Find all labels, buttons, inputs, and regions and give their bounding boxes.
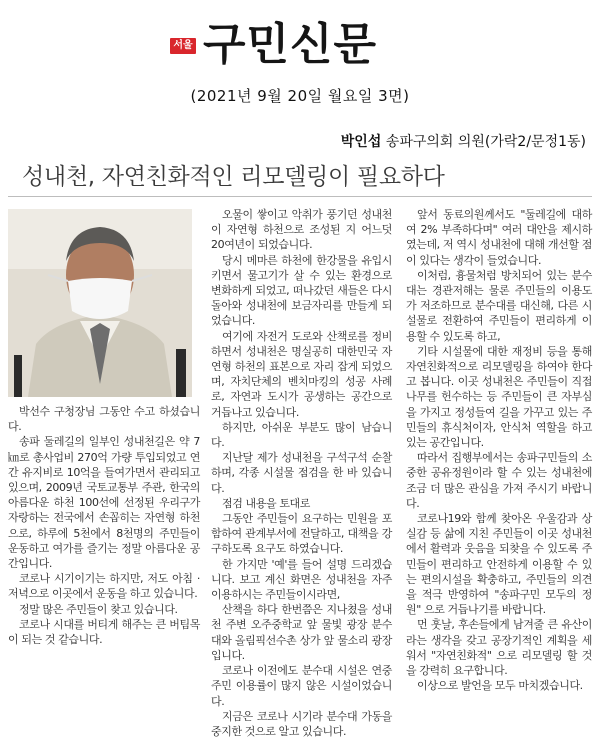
newspaper-name: 구민신문 xyxy=(203,19,378,70)
paragraph: 박선수 구청장님 그동안 수고 하셨습니다. xyxy=(8,405,200,434)
headline-divider xyxy=(8,196,592,197)
paragraph: 코로나 시대를 버티게 해주는 큰 버팀목이 되는 것 같습니다. xyxy=(8,617,200,647)
masthead xyxy=(0,0,600,70)
date-line: (2021년 9월 20일 월요일 3면) xyxy=(190,87,410,105)
paragraph: 코로나 이전에도 분수대 시설은 연중 주민 이용률이 많지 않은 시설이었습니다. xyxy=(211,664,392,708)
paragraph: 송파 둘레길의 일부인 성내천길은 약 7㎞로 총사업비 270억 가량 투입되었고 연간 유지비로 10억을 들여가면서 관리되고 있으며, 2009년 국토교통부 주관, 한국의 아름다운 하천 100선에 선정된 우리구가 자랑하는 전국에서 손꼽히는 자연형 하천으로, 하루에 5천에서 8천명의 주민들이 운동하고 여가를 즐기는 정말 아름다운 공간입니다. xyxy=(8,435,200,571)
author-title: 송파구의회 의원(가락2/문정1동) xyxy=(385,134,586,150)
paragraph: 기타 시설물에 대한 재정비 등을 통해 자연친화적으로 리모델링을 하여야 한다고 봅니다. 이곳 성내천은 주민들이 직접 나무를 헌수하는 등 주민들이 큰 자부심을 가지고 정성들여 길을 가꾸고 있는 주민들의 휴식처이자, 안식처 역할을 하고 있는 공간입니다. xyxy=(406,344,592,450)
person-speaking-with-mask-icon xyxy=(8,209,192,397)
paragraph: 앞서 동료의원께서도 "둘레길에 대하여 2% 부족하다며" 여러 대안을 제시하였는데, 저 역시 성내천에 대해 개선할 점이 있다는 생각이 들었습니다. xyxy=(406,208,592,267)
article-column-1 xyxy=(8,404,200,647)
paragraph: 이상으로 발언을 모두 마치겠습니다. xyxy=(417,679,583,693)
paragraph: 그동안 주민들이 요구하는 민원을 포함하여 관계부서에 전달하고, 대책을 강구하도록 요구도 하였습니다. xyxy=(211,512,392,556)
paragraph: 코로나19와 함께 찾아온 우울감과 상실감 등 삶에 지친 주민들이 이곳 성내천에서 활력과 웃음을 되찾을 수 있도록 주민들이 편리하고 안전하게 이용할 수 있는 편의시설을 확충하고, 주민들의 의견을 적극 반영하여 "송파구민 모두의 정원" 으로 거듭나기를 바랍니다. xyxy=(406,512,592,617)
paragraph: 이처럼, 흉물처럼 방치되어 있는 분수대는 경관저해는 물론 주민들의 이용도가 저조하므로 분수대를 대신해, 다른 시설물로 전환하여 주민들이 편리하게 이용할 수 있도록 하고, xyxy=(406,268,592,343)
paragraph: 한 가지만 '예'를 들어 설명 드리겠습니다. 보고 계신 화면은 성내천을 자주 이용하시는 주민들이시라면, xyxy=(211,557,392,602)
paragraph: 하지만, 아쉬운 부분도 많이 남습니다. xyxy=(211,420,392,450)
paragraph: 코로나 시기이기는 하지만, 저도 아침 · 저녁으로 이곳에서 운동을 하고 있습니다. xyxy=(8,572,200,601)
speaker-photo xyxy=(8,209,192,397)
article-column-3 xyxy=(406,207,592,694)
paragraph: 점검 내용을 토대로 xyxy=(222,496,311,510)
paragraph: 당시 메마른 하천에 한강물을 유입시키면서 물고기가 살 수 있는 환경으로 변화하게 되었고, 떠나갔던 새들은 다시 돌아와 성내천에 보금자리를 만들게 되었습니다. xyxy=(211,253,392,328)
paragraph: 지난달 제가 성내천을 구석구석 순찰하며, 각종 시설물 점검을 한 바 있습니다. xyxy=(211,451,392,495)
byline xyxy=(341,131,586,151)
paragraph: 오물이 쌓이고 악취가 풍기던 성내천이 자연형 하천으로 조성된 지 어느덧 20여년이 되었습니다. xyxy=(211,208,392,252)
paragraph: 지금은 코로나 시기라 분수대 가동을 중지한 것으로 알고 있습니다. xyxy=(211,709,392,738)
paragraph: 여기에 자전거 도로와 산책로를 정비하면서 성내천은 명실공히 대한민국 자연형 하천의 표본으로 자리 잡게 되었으며, 자치단체의 벤치마킹의 성공 사례로, 자연과 도시가 공생하는 공간으로 거듭나고 있습니다. xyxy=(211,329,392,419)
article-column-2 xyxy=(211,207,392,739)
author-name: 박인섭 xyxy=(340,134,382,150)
paragraph: 산책을 하다 한번쯤은 지나쳤을 성내천 주변 오주중학교 앞 물빛 광장 분수대와 올림픽선수촌 상가 앞 물소리 광장 입니다. xyxy=(211,603,392,662)
paragraph: 먼 훗날, 후손들에게 남겨줄 큰 유산이라는 생각을 갖고 공장기적인 계획을 세워서 "자연친화적" 으로 리모델링 할 것을 강력히 요구합니다. xyxy=(406,618,592,678)
article-headline: 성내천, 자연친화적인 리모델링이 필요하다 xyxy=(22,164,445,190)
paragraph: 따라서 집행부에서는 송파구민들의 소중한 공유정원이라 할 수 있는 성내천에 조금 더 많은 관심을 가져 주시기 바랍니다. xyxy=(406,451,592,510)
seoul-badge: 서울 xyxy=(170,38,196,54)
paragraph: 정말 많은 주민들이 찾고 있습니다. xyxy=(19,602,178,616)
